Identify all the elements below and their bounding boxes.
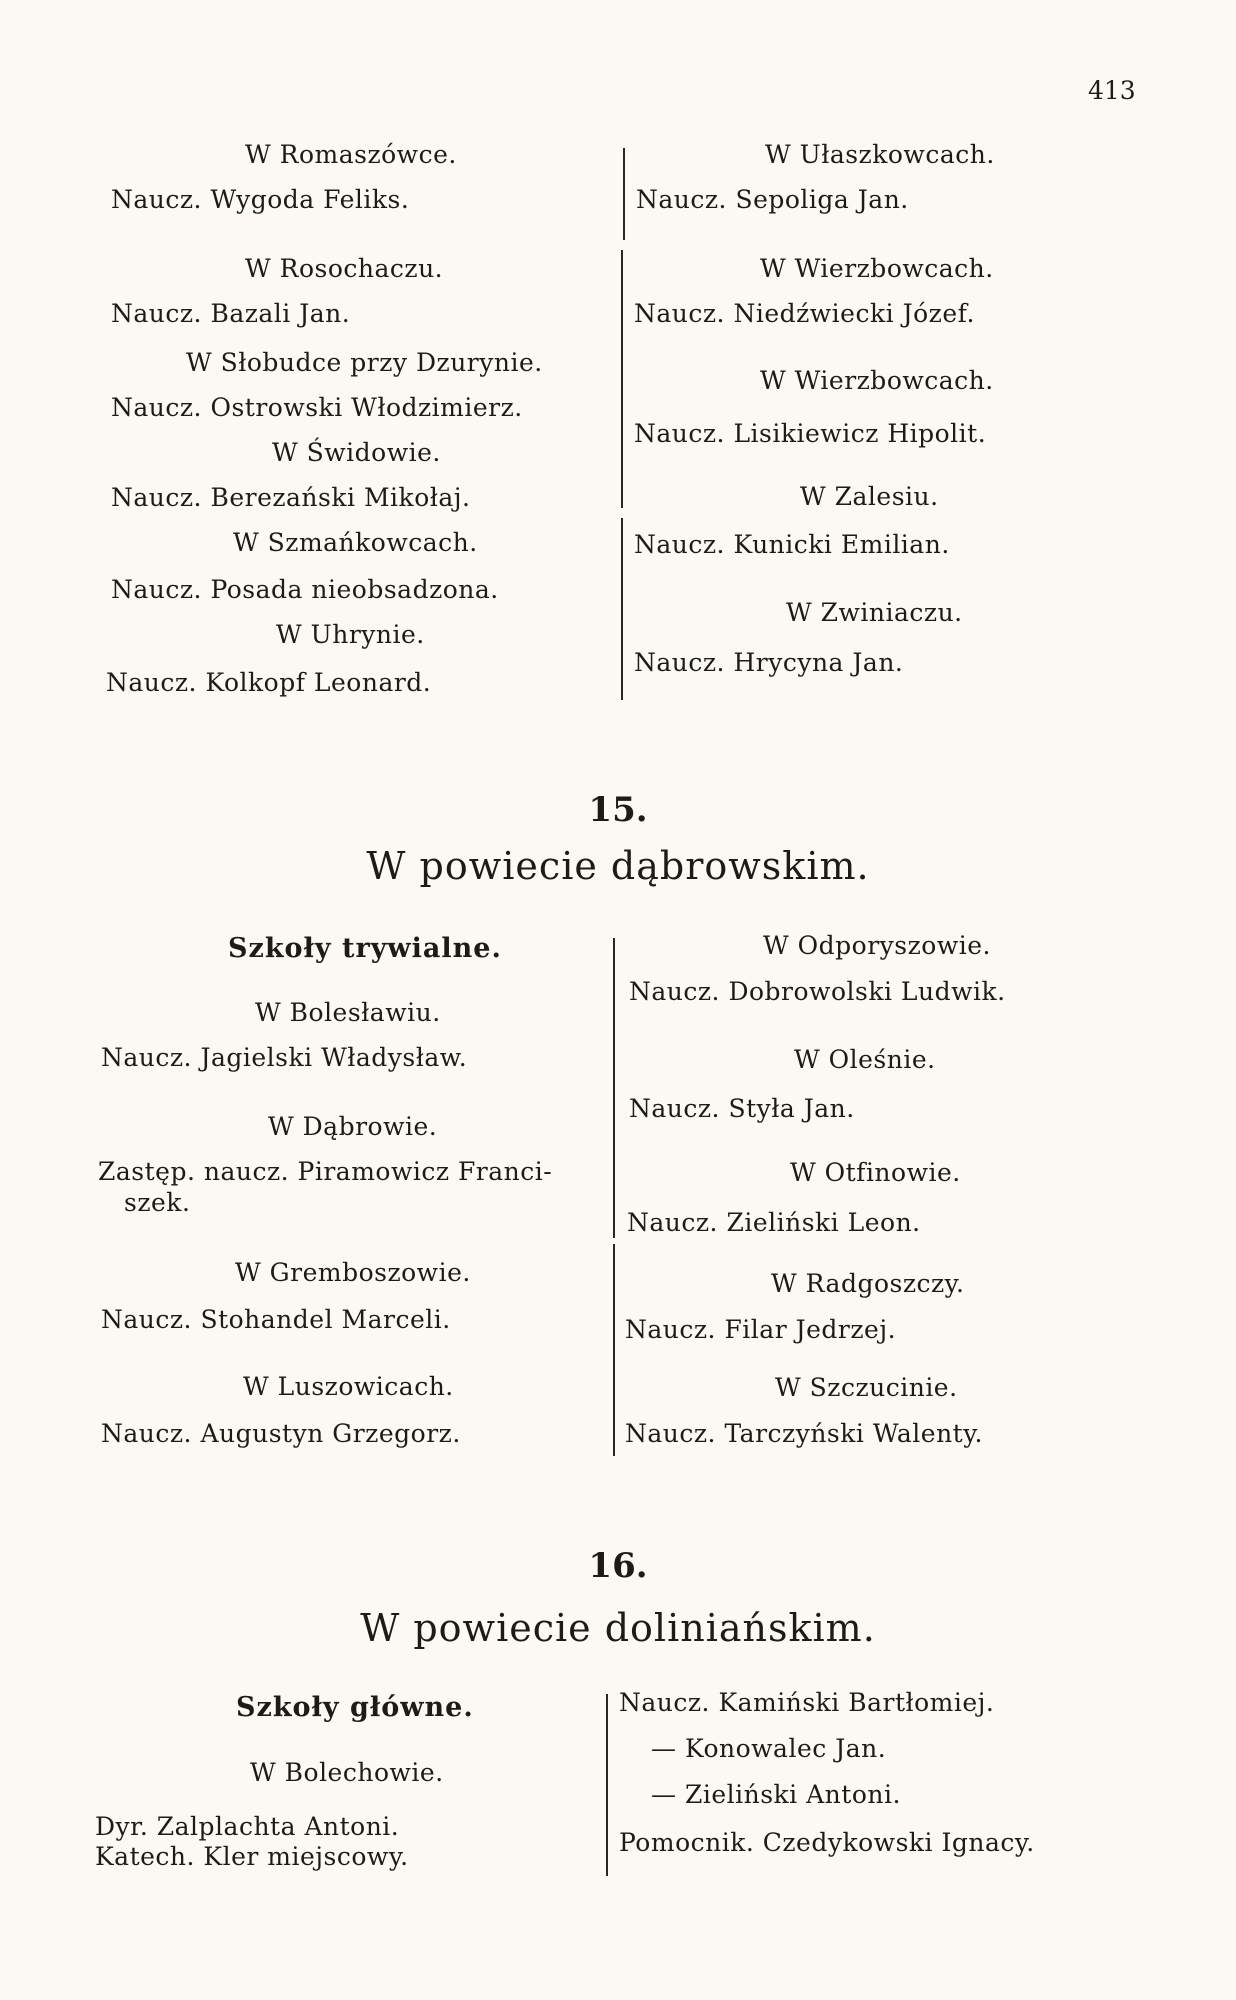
column-divider	[606, 1694, 608, 1876]
section-title: W powiecie dąbrowskim.	[366, 844, 870, 888]
column-divider	[623, 148, 625, 240]
page-number: 413	[1088, 76, 1136, 105]
staff-entry: Naucz. Kamiński Bartłomiej.	[619, 1688, 995, 1717]
place-heading: W Wierzbowcach.	[760, 254, 994, 283]
place-heading: W Zalesiu.	[800, 482, 939, 511]
place-heading: W Świdowie.	[272, 438, 441, 467]
teacher-entry: Naucz. Kolkopf Leonard.	[106, 668, 432, 697]
place-heading: W Słobudce przy Dzurynie.	[186, 348, 543, 377]
section-number: 15.	[588, 790, 648, 830]
teacher-entry: Naucz. Niedźwiecki Józef.	[634, 299, 975, 328]
teacher-entry: Naucz. Stohandel Marceli.	[101, 1305, 451, 1334]
teacher-entry-continuation: szek.	[124, 1188, 191, 1217]
section-subtitle: Szkoły trywialne.	[228, 933, 502, 964]
teacher-entry: Naucz. Zieliński Leon.	[627, 1208, 921, 1237]
staff-entry: — Konowalec Jan.	[651, 1734, 887, 1763]
place-heading: W Gremboszowie.	[235, 1258, 471, 1287]
place-heading: W Dąbrowie.	[268, 1112, 438, 1141]
section-number: 16.	[588, 1546, 648, 1586]
place-heading: W Uhrynie.	[276, 620, 425, 649]
place-heading: W Szmańkowcach.	[233, 528, 478, 557]
place-heading: W Szczucinie.	[775, 1373, 958, 1402]
teacher-entry: Zastęp. naucz. Piramowicz Franci-	[98, 1157, 553, 1186]
teacher-entry: Naucz. Jagielski Władysław.	[101, 1043, 468, 1072]
teacher-entry: Naucz. Lisikiewicz Hipolit.	[634, 419, 987, 448]
place-heading: W Luszowicach.	[243, 1372, 454, 1401]
teacher-entry: Naucz. Hrycyna Jan.	[634, 648, 904, 677]
place-heading: W Radgoszczy.	[771, 1269, 965, 1298]
place-heading: W Bolesławiu.	[255, 998, 441, 1027]
teacher-entry: Naucz. Posada nieobsadzona.	[111, 575, 499, 604]
staff-entry: Katech. Kler miejscowy.	[95, 1842, 409, 1871]
teacher-entry: Naucz. Augustyn Grzegorz.	[101, 1419, 461, 1448]
place-heading: W Ułaszkowcach.	[765, 140, 995, 169]
teacher-entry: Naucz. Wygoda Feliks.	[111, 185, 410, 214]
staff-entry: Pomocnik. Czedykowski Ignacy.	[619, 1828, 1035, 1857]
column-divider	[621, 250, 623, 508]
place-heading: W Zwiniaczu.	[786, 598, 963, 627]
section-title: W powiecie doliniańskim.	[360, 1606, 876, 1650]
staff-entry: Dyr. Zalplachta Antoni.	[95, 1812, 400, 1841]
staff-entry: — Zieliński Antoni.	[651, 1780, 901, 1809]
teacher-entry: Naucz. Tarczyński Walenty.	[625, 1419, 983, 1448]
teacher-entry: Naucz. Filar Jedrzej.	[625, 1315, 897, 1344]
place-heading: W Otfinowie.	[790, 1158, 961, 1187]
column-divider	[613, 1244, 615, 1456]
teacher-entry: Naucz. Styła Jan.	[629, 1094, 855, 1123]
column-divider	[621, 518, 623, 700]
place-heading: W Bolechowie.	[250, 1758, 444, 1787]
teacher-entry: Naucz. Berezański Mikołaj.	[111, 483, 471, 512]
place-heading: W Romaszówce.	[245, 140, 457, 169]
place-heading: W Wierzbowcach.	[760, 366, 994, 395]
place-heading: W Oleśnie.	[794, 1045, 936, 1074]
section-subtitle: Szkoły główne.	[236, 1692, 474, 1723]
teacher-entry: Naucz. Dobrowolski Ludwik.	[629, 977, 1006, 1006]
place-heading: W Rosochaczu.	[245, 254, 444, 283]
teacher-entry: Naucz. Sepoliga Jan.	[636, 185, 909, 214]
column-divider	[613, 938, 615, 1238]
teacher-entry: Naucz. Ostrowski Włodzimierz.	[111, 393, 523, 422]
teacher-entry: Naucz. Kunicki Emilian.	[634, 530, 950, 559]
place-heading: W Odporyszowie.	[763, 931, 991, 960]
teacher-entry: Naucz. Bazali Jan.	[111, 299, 351, 328]
